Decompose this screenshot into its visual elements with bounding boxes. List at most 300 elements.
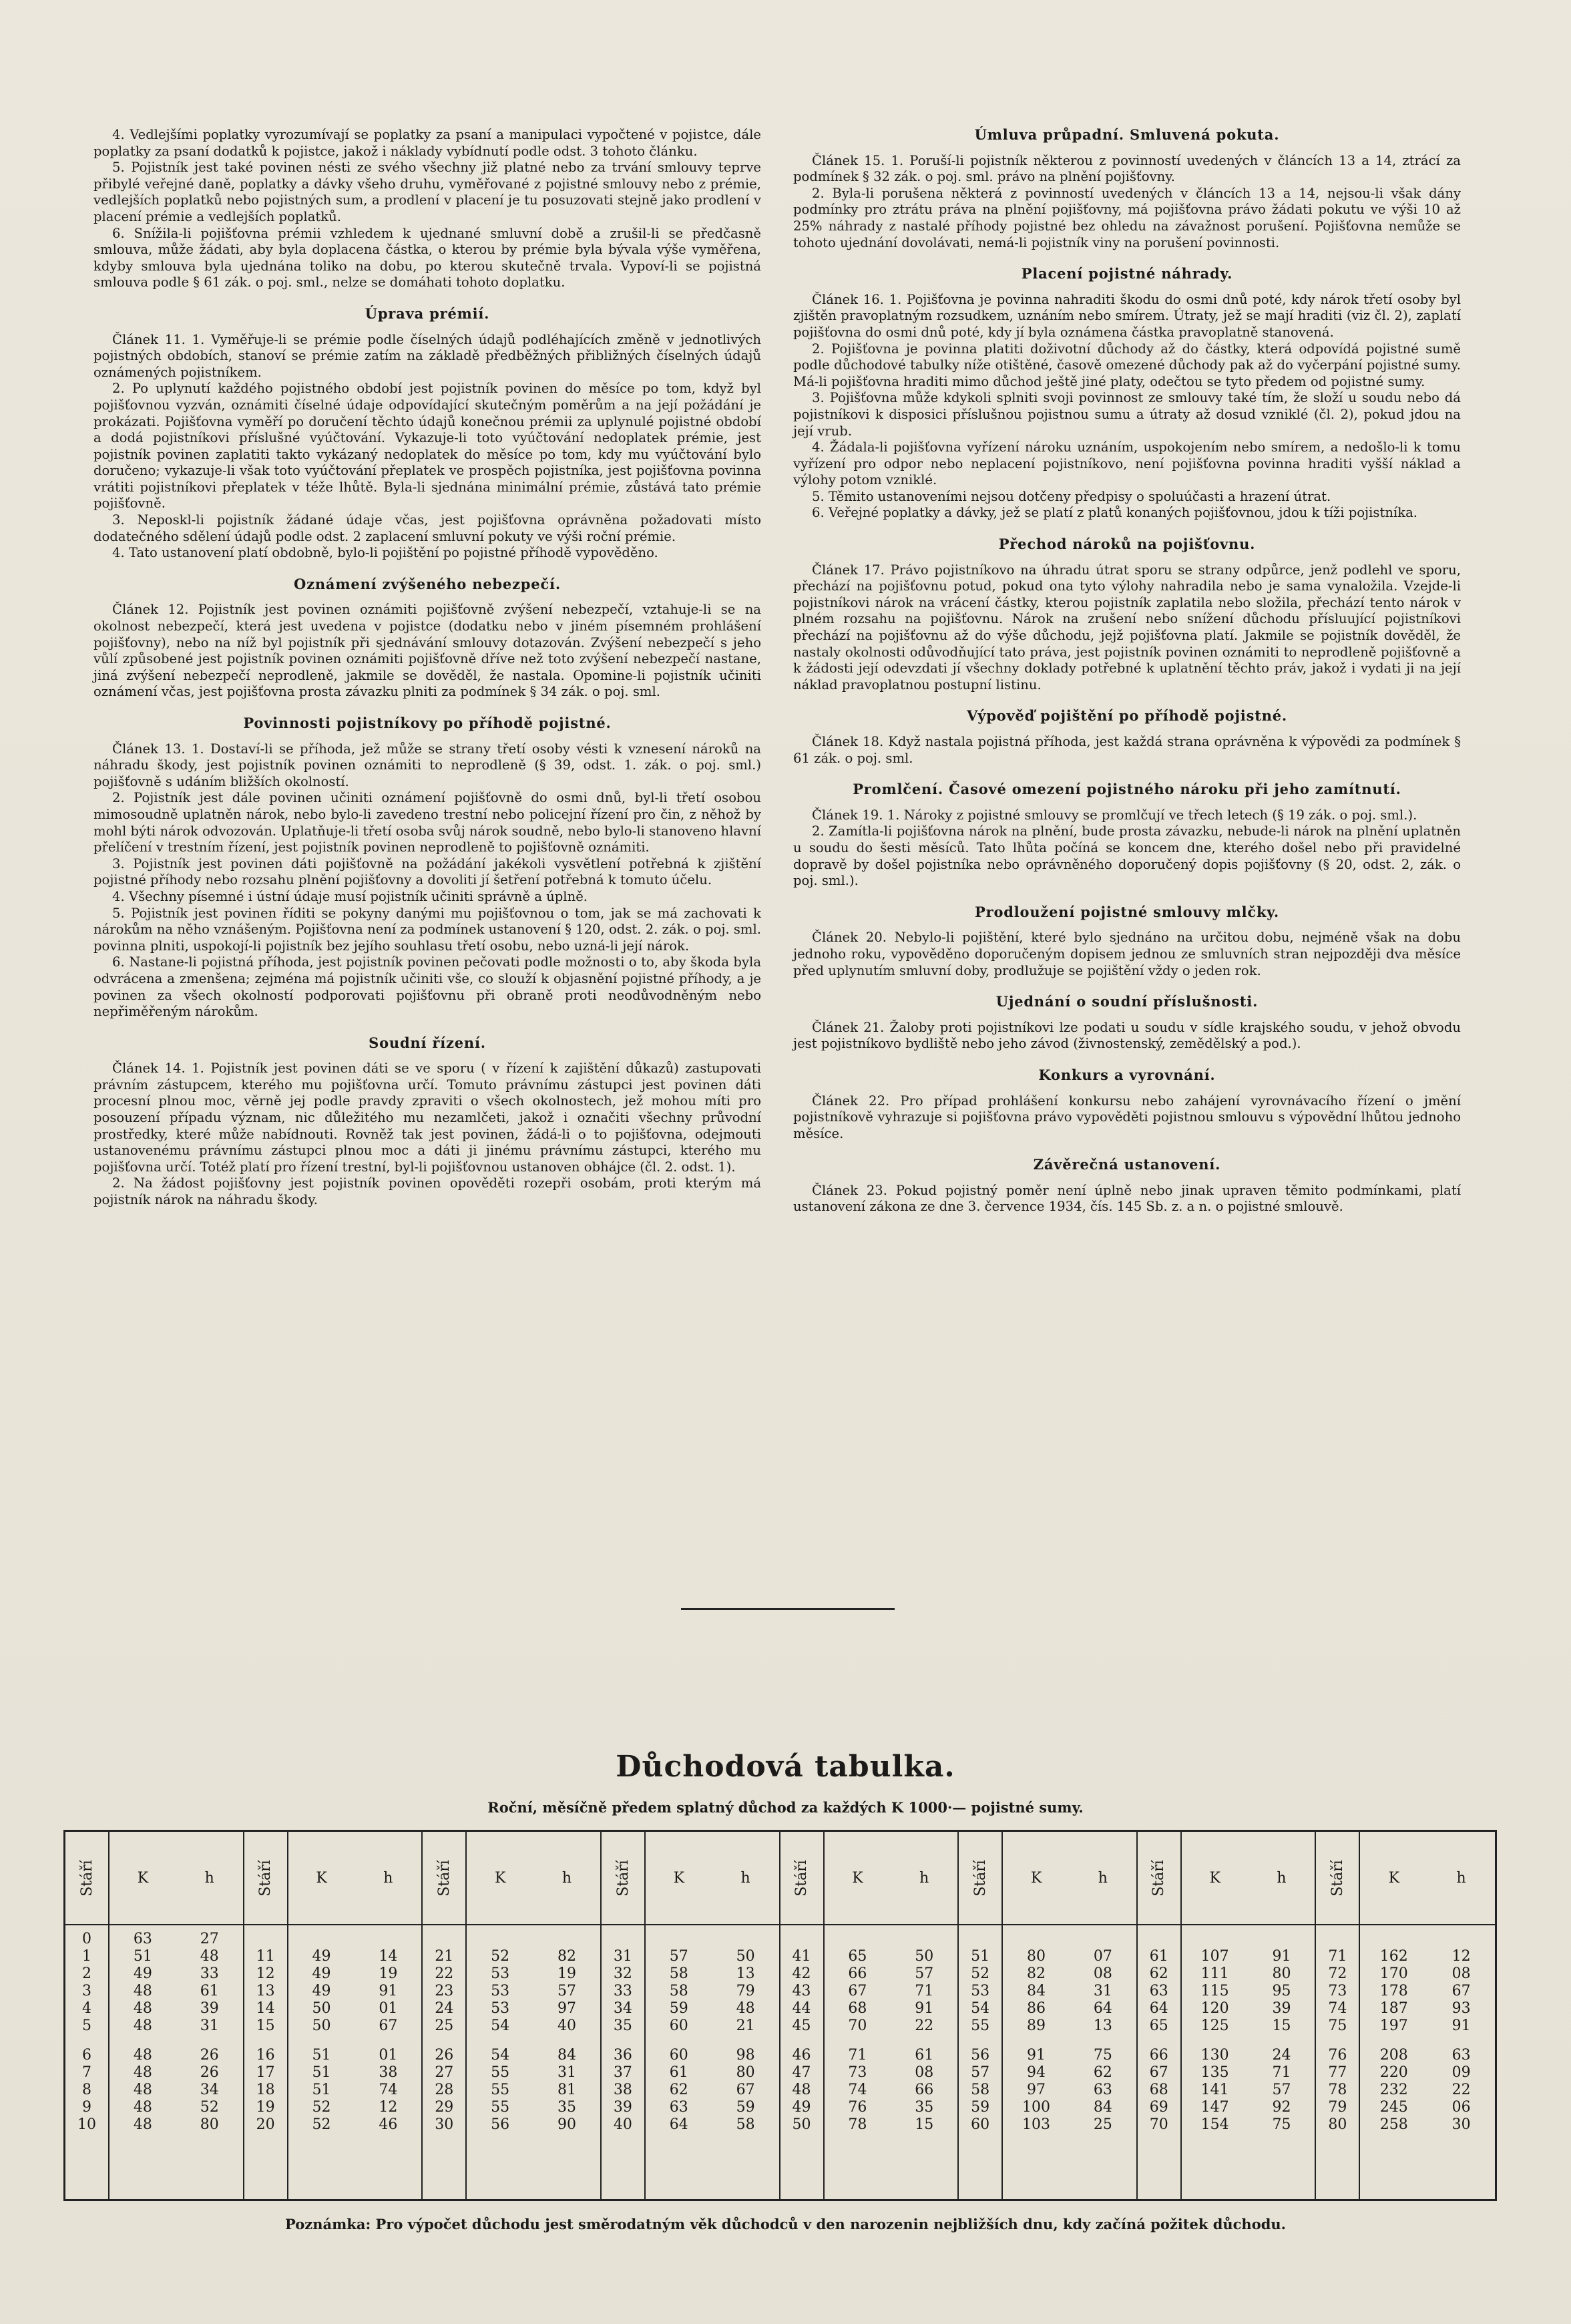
table-cell: 0 <box>82 1931 91 1947</box>
table-cell: 56 <box>491 2116 510 2133</box>
age-header-label: Stáří <box>78 1859 95 1897</box>
table-cell: 60 <box>669 2017 688 2034</box>
table-cell: 10 <box>77 2116 96 2133</box>
table-cell: 48 <box>133 2099 152 2116</box>
table-cell: 56 <box>971 2047 990 2064</box>
table-cell: 91 <box>1027 2047 1046 2064</box>
table-cell: 20 <box>256 2116 275 2133</box>
left-column-heading: Oznámení zvýšeného nebezpečí. <box>294 575 561 592</box>
table-cell: 52 <box>491 1948 510 1965</box>
table-cell: 19 <box>256 2099 275 2116</box>
left-text-column <box>93 127 761 1209</box>
k-header: K <box>1003 1832 1070 1925</box>
table-cell: 53 <box>491 1965 510 1982</box>
table-cell: 178 <box>1379 1983 1408 1999</box>
table-cell: 63 <box>1093 2082 1112 2098</box>
table-cell: 68 <box>848 2000 867 2017</box>
age-column <box>423 1925 467 2199</box>
table-block <box>1316 1832 1495 2199</box>
table-cell: 48 <box>133 2017 152 2034</box>
k-column <box>1360 1925 1427 2199</box>
table-cell: 44 <box>792 2000 811 2017</box>
table-cell <box>1360 1931 1427 1948</box>
table-cell: 38 <box>379 2064 398 2081</box>
table-block <box>602 1832 780 2199</box>
right-column-paragraph: Článek 18. Když nastala pojistná příhoda, jest každá strana oprávněna k výpovědi za podmínek § 61 zák. o poj. sml. <box>793 734 1461 766</box>
k-header: K <box>825 1832 891 1925</box>
table-cell: 13 <box>736 1965 755 1982</box>
table-cell: 91 <box>1272 1948 1291 1965</box>
table-cell: 79 <box>736 1983 755 1999</box>
age-column <box>65 1925 109 2199</box>
table-cell: 232 <box>1379 2082 1408 2098</box>
table-cell <box>646 1931 712 1948</box>
table-cell: 84 <box>1027 1983 1046 1999</box>
right-column-heading: Ujednání o soudní příslušnosti. <box>995 993 1259 1010</box>
table-cell: 61 <box>200 1983 219 1999</box>
pension-table-subtitle: Roční, měsíčně předem splatný důchod za každých K 1000·— pojistné sumy. <box>487 1799 1084 1816</box>
age-header <box>244 1832 288 1925</box>
k-column <box>1182 1925 1249 2199</box>
table-cell: 01 <box>379 2047 398 2064</box>
table-cell: 12 <box>379 2099 398 2116</box>
table-cell: 54 <box>971 2000 990 2017</box>
right-text-column <box>793 127 1461 1215</box>
table-cell: 73 <box>848 2064 867 2081</box>
left-column-paragraph: 2. Na žádost pojišťovny jest pojistník povinen opověděti rozepři osobám, proti kterým má pojistník nárok na náhradu škody. <box>93 1175 761 1208</box>
table-cell: 100 <box>1022 2099 1051 2116</box>
table-cell: 71 <box>848 2047 867 2064</box>
table-cell: 31 <box>557 2064 576 2081</box>
age-header-label: Stáří <box>1329 1859 1346 1897</box>
k-column <box>109 1925 176 2199</box>
table-cell: 52 <box>971 1965 990 1982</box>
table-cell <box>959 1931 1001 1948</box>
k-column <box>646 1925 712 2199</box>
age-column <box>1316 1925 1360 2199</box>
right-column-heading: Úmluva průpadní. Smluvená pokuta. <box>974 126 1280 143</box>
table-cell: 57 <box>971 2064 990 2081</box>
table-cell: 19 <box>557 1965 576 1982</box>
h-header: h <box>355 1832 421 1925</box>
table-cell: 82 <box>1027 1965 1046 1982</box>
right-column-paragraph: Článek 16. 1. Pojišťovna je povinna nahraditi škodu do osmi dnů poté, kdy nárok třetí osoby byl zjištěn pravoplatným rozsudkem, uznáním nebo smírem. Útraty, jež se mají hraditi (viz čl. 2), zaplatí pojišťovna do osmi dnů poté, kdy jí byla oznámena částka pravoplatně stanovená. <box>793 291 1461 340</box>
table-cell: 23 <box>435 1983 454 1999</box>
age-header <box>959 1832 1003 1925</box>
table-cell: 75 <box>1093 2047 1112 2064</box>
table-cell: 55 <box>491 2082 510 2098</box>
table-cell: 187 <box>1379 2000 1408 2017</box>
table-cell: 31 <box>1093 1983 1112 1999</box>
table-cell: 52 <box>200 2099 219 2116</box>
table-cell <box>423 1931 465 1948</box>
k-header: K <box>1360 1832 1427 1925</box>
table-cell: 22 <box>915 2017 934 2034</box>
table-cell: 52 <box>312 2116 331 2133</box>
table-cell: 27 <box>200 1931 219 1947</box>
table-cell: 64 <box>1093 2000 1112 2017</box>
table-cell: 60 <box>971 2116 990 2133</box>
table-cell: 35 <box>557 2099 576 2116</box>
table-cell: 14 <box>379 1948 398 1965</box>
table-cell: 125 <box>1200 2017 1229 2034</box>
table-cell: 18 <box>256 2082 275 2098</box>
table-cell: 15 <box>256 2017 275 2034</box>
h-column <box>176 1925 243 2199</box>
table-cell: 31 <box>613 1948 632 1965</box>
right-column-paragraph: 4. Žádala-li pojišťovna vyřízení nároku uznáním, uspokojením nebo smírem, a nedošlo-li k tomu vyřízení pro odpor nebo neplacení pojistníkovo, není pojišťovna povinna hraditi vyšší náklad a výlohy potom vzniklé. <box>793 439 1461 488</box>
table-cell: 25 <box>1093 2116 1112 2133</box>
table-cell: 06 <box>1451 2099 1471 2116</box>
left-column-paragraph: 2. Pojistník jest dále povinen učiniti oznámení pojišťovně do osmi dnů, byl-li třetí osobou mimosoudně uplatněn nárok, nebo bylo-li zavedeno trestní nebo policejní řízení pro čin, z něhož by mohl býti nárok odvozován. Uplatňuje-li třetí osoba svůj nárok soudně, nebo bylo-li stanoveno hlavní přelíčení v trestním řízení, jest pojistník povinen neprodleně to pojišťovně oznámiti. <box>93 790 761 855</box>
h-column <box>1249 1925 1315 2199</box>
table-cell: 91 <box>915 2000 934 2017</box>
table-cell: 16 <box>256 2047 275 2064</box>
table-cell: 48 <box>133 2082 152 2098</box>
table-cell: 91 <box>379 1983 398 1999</box>
table-cell: 67 <box>1149 2064 1168 2081</box>
table-cell <box>1070 1931 1136 1948</box>
left-column-paragraph: Článek 14. 1. Pojistník jest povinen dáti se ve sporu ( v řízení k zajištění důkazů) zastupovati právním zástupcem, kterého mu pojišťovna určí. Tomuto právnímu zástupci jest povinen dáti procesní plnou moc, věrně jej podle pravdy zpraviti o všech okolnostech, jež mohou míti pro posouzení případu význam, nic důležitého mu nezamlčeti, jakož i označiti všechny průvodní prostředky, které může nabídnouti. Rovněž tak jest povinen, žádá-li o to pojišťovna, odejmouti ustanovenému právnímu zástupci plnou moc a dáti ji jinému právnímu zástupci, kterého mu pojišťovna určí. Totéž platí pro řízení trestní, byl-li pojišťovnou ustanoven obhájce (čl. 2. odst. 1). <box>93 1060 761 1175</box>
table-cell: 58 <box>669 1983 688 1999</box>
table-cell <box>244 1931 287 1948</box>
table-cell: 39 <box>1272 2000 1291 2017</box>
h-header: h <box>712 1832 779 1925</box>
table-cell: 74 <box>1328 2000 1347 2017</box>
table-cell: 80 <box>1027 1948 1046 1965</box>
table-cell: 51 <box>312 2064 331 2081</box>
h-column <box>891 1925 957 2199</box>
table-cell: 55 <box>971 2017 990 2034</box>
right-column-heading: Promlčení. Časové omezení pojistného nároku při jeho zamítnutí. <box>853 781 1401 798</box>
table-cell: 89 <box>1027 2017 1046 2034</box>
table-cell: 74 <box>379 2082 398 2098</box>
table-cell: 97 <box>1027 2082 1046 2098</box>
age-header <box>602 1832 646 1925</box>
table-cell: 24 <box>1272 2047 1291 2064</box>
right-column-heading: Přechod nároků na pojišťovnu. <box>998 536 1256 553</box>
table-cell: 76 <box>848 2099 867 2116</box>
table-cell: 51 <box>971 1948 990 1965</box>
table-cell: 63 <box>1451 2047 1471 2064</box>
table-cell: 31 <box>200 2017 219 2034</box>
table-cell: 11 <box>256 1948 275 1965</box>
table-cell <box>467 1931 533 1948</box>
table-cell: 78 <box>1328 2082 1347 2098</box>
age-header <box>780 1832 825 1925</box>
table-cell: 68 <box>1149 2082 1168 2098</box>
table-cell: 51 <box>312 2047 331 2064</box>
table-cell: 21 <box>736 2017 755 2034</box>
table-cell: 24 <box>435 2000 454 2017</box>
left-column-heading: Soudní řízení. <box>369 1034 486 1051</box>
table-cell: 61 <box>915 2047 934 2064</box>
table-cell: 65 <box>1149 2017 1168 2034</box>
right-column-heading: Prodloužení pojistné smlouvy mlčky. <box>974 903 1280 920</box>
table-block <box>244 1832 423 2199</box>
right-column-heading: Závěrečná ustanovení. <box>1033 1156 1221 1173</box>
table-cell: 73 <box>1328 1983 1347 1999</box>
age-header <box>65 1832 109 1925</box>
table-cell: 63 <box>669 2099 688 2116</box>
section-divider <box>681 1608 895 1610</box>
table-cell: 33 <box>200 1965 219 1982</box>
k-header: K <box>109 1832 176 1925</box>
table-cell: 21 <box>435 1948 454 1965</box>
table-cell <box>825 1931 891 1948</box>
left-column-paragraph: 5. Pojistník jest povinen říditi se pokyny danými mu pojišťovnou o tom, jak se má zachovati k nárokům na něho vznášeným. Pojišťovna není za podmínek ustanovení § 120, odst. 2. zák. o poj. sml. povinna plniti, uspokojí-li pojistník bez jejího souhlasu třetí osobu, nebo uzná-li její nárok. <box>93 905 761 954</box>
table-cell: 01 <box>379 2000 398 2017</box>
table-cell: 48 <box>133 2047 152 2064</box>
table-cell: 5 <box>82 2017 91 2034</box>
table-cell: 08 <box>1451 1965 1471 1982</box>
table-cell: 80 <box>200 2116 219 2133</box>
table-cell: 57 <box>669 1948 688 1965</box>
table-cell: 147 <box>1200 2099 1229 2116</box>
table-cell: 71 <box>1272 2064 1291 2081</box>
table-cell: 47 <box>792 2064 811 2081</box>
table-cell: 48 <box>736 2000 755 2017</box>
table-cell: 78 <box>848 2116 867 2133</box>
k-column <box>825 1925 891 2199</box>
age-header <box>1138 1832 1182 1925</box>
table-cell: 220 <box>1379 2064 1408 2081</box>
table-cell: 66 <box>915 2082 934 2098</box>
age-header <box>1316 1832 1360 1925</box>
table-cell: 46 <box>792 2047 811 2064</box>
table-cell: 50 <box>312 2000 331 2017</box>
pension-table <box>63 1830 1497 2201</box>
table-cell <box>1316 1931 1359 1948</box>
table-cell: 19 <box>379 1965 398 1982</box>
right-column-paragraph: Článek 23. Pokud pojistný poměr není úplně nebo jinak upraven těmito podmínkami, platí ustanovení zákona ze dne 3. července 1934, čís. 145 Sb. z. a n. o pojistné smlouvě. <box>793 1182 1461 1215</box>
table-cell: 49 <box>312 1983 331 1999</box>
table-cell: 80 <box>736 2064 755 2081</box>
right-column-paragraph: 3. Pojišťovna může kdykoli splniti svoji povinnost ze smlouvy také tím, že složí u soudu nebo dá pojistníkovi k disposici příslušnou pojistnou sumu a útraty až dosud vzniklé (čl. 2), pokud jdou na její vrub. <box>793 390 1461 439</box>
table-cell: 32 <box>613 1965 632 1982</box>
table-cell: 86 <box>1027 2000 1046 2017</box>
table-cell: 52 <box>312 2099 331 2116</box>
right-column-paragraph: Článek 17. Právo pojistníkovo na úhradu útrat sporu se strany odpůrce, jenž podlehl ve sporu, přechází na pojišťovnu potud, pokud ona tyto výlohy nahradila nebo je sama vynaložila. Vzejde-li pojistníkovi nárok na vrácení částky, kterou pojistník zaplatila nebo složila, přechází tento nárok v plném rozsahu na pojišťovnu. Nárok na zrušení nebo snížení důchodu přísluující pojistníkovi přechází na pojišťovnu až do výše důchodu, jejž pojišťovna platí. Jakmile se pojistník dověděl, že nastaly okolnosti odůvodňující tato práva, jest pojistník povinen oznámiti to neprodleně pojišťovně a k žádosti její odevzdati jí všechny doklady potřebné k uplatnění těchto práv, jakož i vydati ji na její náklad pravoplatnou postupní listinu. <box>793 562 1461 693</box>
table-cell: 64 <box>1149 2000 1168 2017</box>
table-cell: 42 <box>792 1965 811 1982</box>
table-cell: 26 <box>200 2064 219 2081</box>
table-cell: 40 <box>557 2017 576 2034</box>
table-cell <box>1427 1931 1495 1948</box>
table-cell: 39 <box>613 2099 632 2116</box>
table-cell: 111 <box>1200 1965 1229 1982</box>
table-cell: 07 <box>1093 1948 1112 1965</box>
table-cell: 27 <box>435 2064 454 2081</box>
table-cell <box>288 1931 355 1948</box>
table-cell: 41 <box>792 1948 811 1965</box>
table-cell: 30 <box>435 2116 454 2133</box>
table-cell: 208 <box>1379 2047 1408 2064</box>
table-cell: 77 <box>1328 2064 1347 2081</box>
left-column-paragraph: 4. Všechny písemné i ústní údaje musí pojistník učiniti správně a úplně. <box>112 888 588 904</box>
table-cell: 70 <box>848 2017 867 2034</box>
age-header-label: Stáří <box>257 1859 274 1897</box>
table-cell: 84 <box>557 2047 576 2064</box>
table-cell: 162 <box>1379 1948 1408 1965</box>
table-cell: 54 <box>491 2047 510 2064</box>
age-column <box>602 1925 646 2199</box>
table-cell <box>1138 1931 1180 1948</box>
table-cell: 67 <box>379 2017 398 2034</box>
table-cell <box>355 1931 421 1948</box>
table-cell: 75 <box>1328 2017 1347 2034</box>
right-column-paragraph: Článek 20. Nebylo-li pojištění, které bylo sjednáno na určitou dobu, nejméně však na dobu jednoho roku, vypověděno doporučeným dopisem jednou ze smluvních stran nejpozději dva měsíce před uplynutím smluvní doby, prodlužuje se pojištění vždy o jeden rok. <box>793 930 1461 978</box>
table-cell <box>1003 1931 1070 1948</box>
table-cell: 22 <box>435 1965 454 1982</box>
table-cell: 29 <box>435 2099 454 2116</box>
table-cell: 57 <box>915 1965 934 1982</box>
table-cell: 48 <box>792 2082 811 2098</box>
right-column-paragraph: Článek 19. 1. Nároky z pojistné smlouvy se promlčují ve třech letech (§ 19 zák. o poj. sml.). <box>812 807 1417 823</box>
table-cell: 49 <box>312 1965 331 1982</box>
table-cell: 26 <box>435 2047 454 2064</box>
right-column-heading: Výpověď pojištění po příhodě pojistné. <box>966 707 1288 725</box>
table-cell: 12 <box>1451 1948 1471 1965</box>
table-cell: 79 <box>1328 2099 1347 2116</box>
table-cell: 39 <box>200 2000 219 2017</box>
table-cell: 51 <box>133 1948 152 1965</box>
table-cell: 59 <box>971 2099 990 2116</box>
table-cell: 71 <box>1328 1948 1347 1965</box>
table-cell: 17 <box>256 2064 275 2081</box>
table-cell <box>780 1931 823 1948</box>
h-header: h <box>1249 1832 1315 1925</box>
table-cell: 67 <box>736 2082 755 2098</box>
table-block <box>780 1832 959 2199</box>
table-cell: 37 <box>613 2064 632 2081</box>
h-header: h <box>1427 1832 1495 1925</box>
table-cell: 48 <box>133 2000 152 2017</box>
table-cell: 120 <box>1200 2000 1229 2017</box>
table-cell: 61 <box>1149 1948 1168 1965</box>
table-cell: 74 <box>848 2082 867 2098</box>
right-column-paragraph: 2. Byla-li porušena některá z povinností uvedených v článcích 13 a 14, nejsou-li však dány podmínky pro ztrátu práva na plnění pojišťovny, má pojišťovna právo žádati pokutu ve výši 10 až 25% náhrady z nastalé příhody pojistné bez ohledu na závažnost porušení. Pojišťovna nemůže se tohoto ujednání dovolávati, nemá-li pojistník viny na porušení povinnosti. <box>793 185 1461 250</box>
right-column-heading: Placení pojistné náhrady. <box>1021 265 1233 282</box>
table-cell: 81 <box>557 2082 576 2098</box>
right-column-paragraph: Článek 15. 1. Poruší-li pojistník některou z povinností uvedených v článcích 13 a 14, ztrácí za podmínek § 32 zák. o poj. sml. právo na plnění pojišťovny. <box>793 152 1461 185</box>
table-cell <box>1249 1931 1315 1948</box>
left-column-paragraph: 5. Pojistník jest také povinen nésti ze svého všechny již platné nebo za trvání smlouvy teprve přibylé veřejné daně, poplatky a dávky všeho druhu, vyměřované z pojistné smlouvy nebo z prémie, vedlejších poplatků nebo pojistných sum, a prodlení v placení je tu posuzovati stejně jako prodlení v placení prémie a vedlejších poplatků. <box>93 160 761 224</box>
age-header-label: Stáří <box>614 1859 632 1897</box>
table-cell: 98 <box>736 2047 755 2064</box>
table-cell <box>1182 1931 1249 1948</box>
table-cell: 13 <box>256 1983 275 1999</box>
left-column-heading: Povinnosti pojistníkovy po příhodě pojistné. <box>243 715 612 731</box>
table-cell: 08 <box>915 2064 934 2081</box>
table-cell: 245 <box>1379 2099 1408 2116</box>
table-cell: 1 <box>82 1948 91 1965</box>
table-cell: 67 <box>1451 1983 1471 1999</box>
table-cell: 197 <box>1379 2017 1408 2034</box>
table-cell: 14 <box>256 2000 275 2017</box>
table-cell: 53 <box>491 2000 510 2017</box>
table-cell: 67 <box>848 1983 867 1999</box>
table-cell: 53 <box>971 1983 990 1999</box>
table-cell: 51 <box>312 2082 331 2098</box>
table-cell: 70 <box>1149 2116 1168 2133</box>
table-cell: 59 <box>736 2099 755 2116</box>
table-cell: 94 <box>1027 2064 1046 2081</box>
table-cell: 48 <box>133 2064 152 2081</box>
table-cell: 49 <box>133 1965 152 1982</box>
table-cell: 9 <box>82 2099 91 2116</box>
table-cell: 55 <box>491 2099 510 2116</box>
right-column-paragraph: Článek 21. Žaloby proti pojistníkovi lze podati u soudu v sídle krajského soudu, v jehož obvodu jest pojistníkovo bydliště nebo jeho závod (živnostenský, zemědělský a pod.). <box>793 1019 1461 1052</box>
table-cell: 62 <box>1149 1965 1168 1982</box>
age-header <box>423 1832 467 1925</box>
table-cell: 6 <box>82 2047 91 2064</box>
k-column <box>467 1925 533 2199</box>
age-column <box>959 1925 1003 2199</box>
age-header-label: Stáří <box>793 1859 810 1897</box>
table-cell: 46 <box>379 2116 398 2133</box>
table-cell: 84 <box>1093 2099 1112 2116</box>
h-column <box>1070 1925 1136 2199</box>
table-cell: 50 <box>312 2017 331 2034</box>
age-header-label: Stáří <box>435 1859 453 1897</box>
table-cell: 170 <box>1379 1965 1408 1982</box>
left-column-paragraph: 4. Tato ustanovení platí obdobně, bylo-li pojištění po pojistné příhodě vypověděno. <box>112 545 658 561</box>
table-cell: 58 <box>669 1965 688 1982</box>
table-note: Poznámka: Pro výpočet důchodu jest směrodatným věk důchodců v den narozenin nejbližších dnu, kdy začíná požitek důchodu. <box>285 2216 1286 2233</box>
table-block <box>65 1832 244 2199</box>
age-header-label: Stáří <box>1150 1859 1168 1897</box>
table-cell: 48 <box>200 1948 219 1965</box>
table-cell: 57 <box>557 1983 576 1999</box>
table-cell: 3 <box>82 1983 91 1999</box>
table-cell: 8 <box>82 2082 91 2098</box>
left-column-paragraph: 3. Neposkl-li pojistník žádané údaje včas, jest pojišťovna oprávněna požadovati místo dodatečného sdělení údajů podle odst. 2 zaplacení smluvní pokuty ve výši roční prémie. <box>93 512 761 544</box>
k-header: K <box>1182 1832 1249 1925</box>
table-cell: 50 <box>915 1948 934 1965</box>
table-cell: 107 <box>1200 1948 1229 1965</box>
table-cell: 36 <box>613 2047 632 2064</box>
right-column-paragraph: 5. Těmito ustanoveními nejsou dotčeny předpisy o spoluúčasti a hrazení útrat. <box>812 488 1331 504</box>
left-column-paragraph: 3. Pojistník jest povinen dáti pojišťovně na požádání jakékoli vysvětlení potřebná k zjištění pojistné příhody nebo rozsahu plnění pojišťovny a dovoliti jí šetření potřebná k tomuto účelu. <box>93 855 761 888</box>
table-cell: 15 <box>915 2116 934 2133</box>
right-column-heading: Konkurs a vyrovnání. <box>1038 1066 1216 1083</box>
table-cell: 4 <box>82 2000 91 2017</box>
table-cell: 65 <box>848 1948 867 1965</box>
table-cell: 80 <box>1328 2116 1347 2133</box>
table-cell: 64 <box>669 2116 688 2133</box>
table-cell: 22 <box>1451 2082 1471 2098</box>
table-cell: 258 <box>1379 2116 1408 2133</box>
table-cell: 60 <box>669 2047 688 2064</box>
table-cell: 75 <box>1272 2116 1291 2133</box>
table-cell: 66 <box>848 1965 867 1982</box>
table-cell: 135 <box>1200 2064 1229 2081</box>
k-header: K <box>646 1832 712 1925</box>
h-header: h <box>1070 1832 1136 1925</box>
pension-table-title: Důchodová tabulka. <box>616 1750 955 1784</box>
left-column-paragraph: Článek 13. 1. Dostaví-li se příhoda, jež může se strany třetí osoby vésti k vznesení nároků na náhradu škody, jest pojistník povinen oznámiti to neprodleně (§ 39, odst. 1. zák. o poj. sml.) pojišťovně s udáním bližších okolností. <box>93 741 761 789</box>
k-header: K <box>467 1832 533 1925</box>
age-column <box>244 1925 288 2199</box>
table-cell: 30 <box>1451 2116 1471 2133</box>
left-column-heading: Úprava prémií. <box>365 305 490 322</box>
table-block <box>1138 1832 1317 2199</box>
table-cell: 91 <box>1451 2017 1471 2034</box>
table-cell: 50 <box>736 1948 755 1965</box>
table-cell <box>602 1931 644 1948</box>
table-cell: 130 <box>1200 2047 1229 2064</box>
